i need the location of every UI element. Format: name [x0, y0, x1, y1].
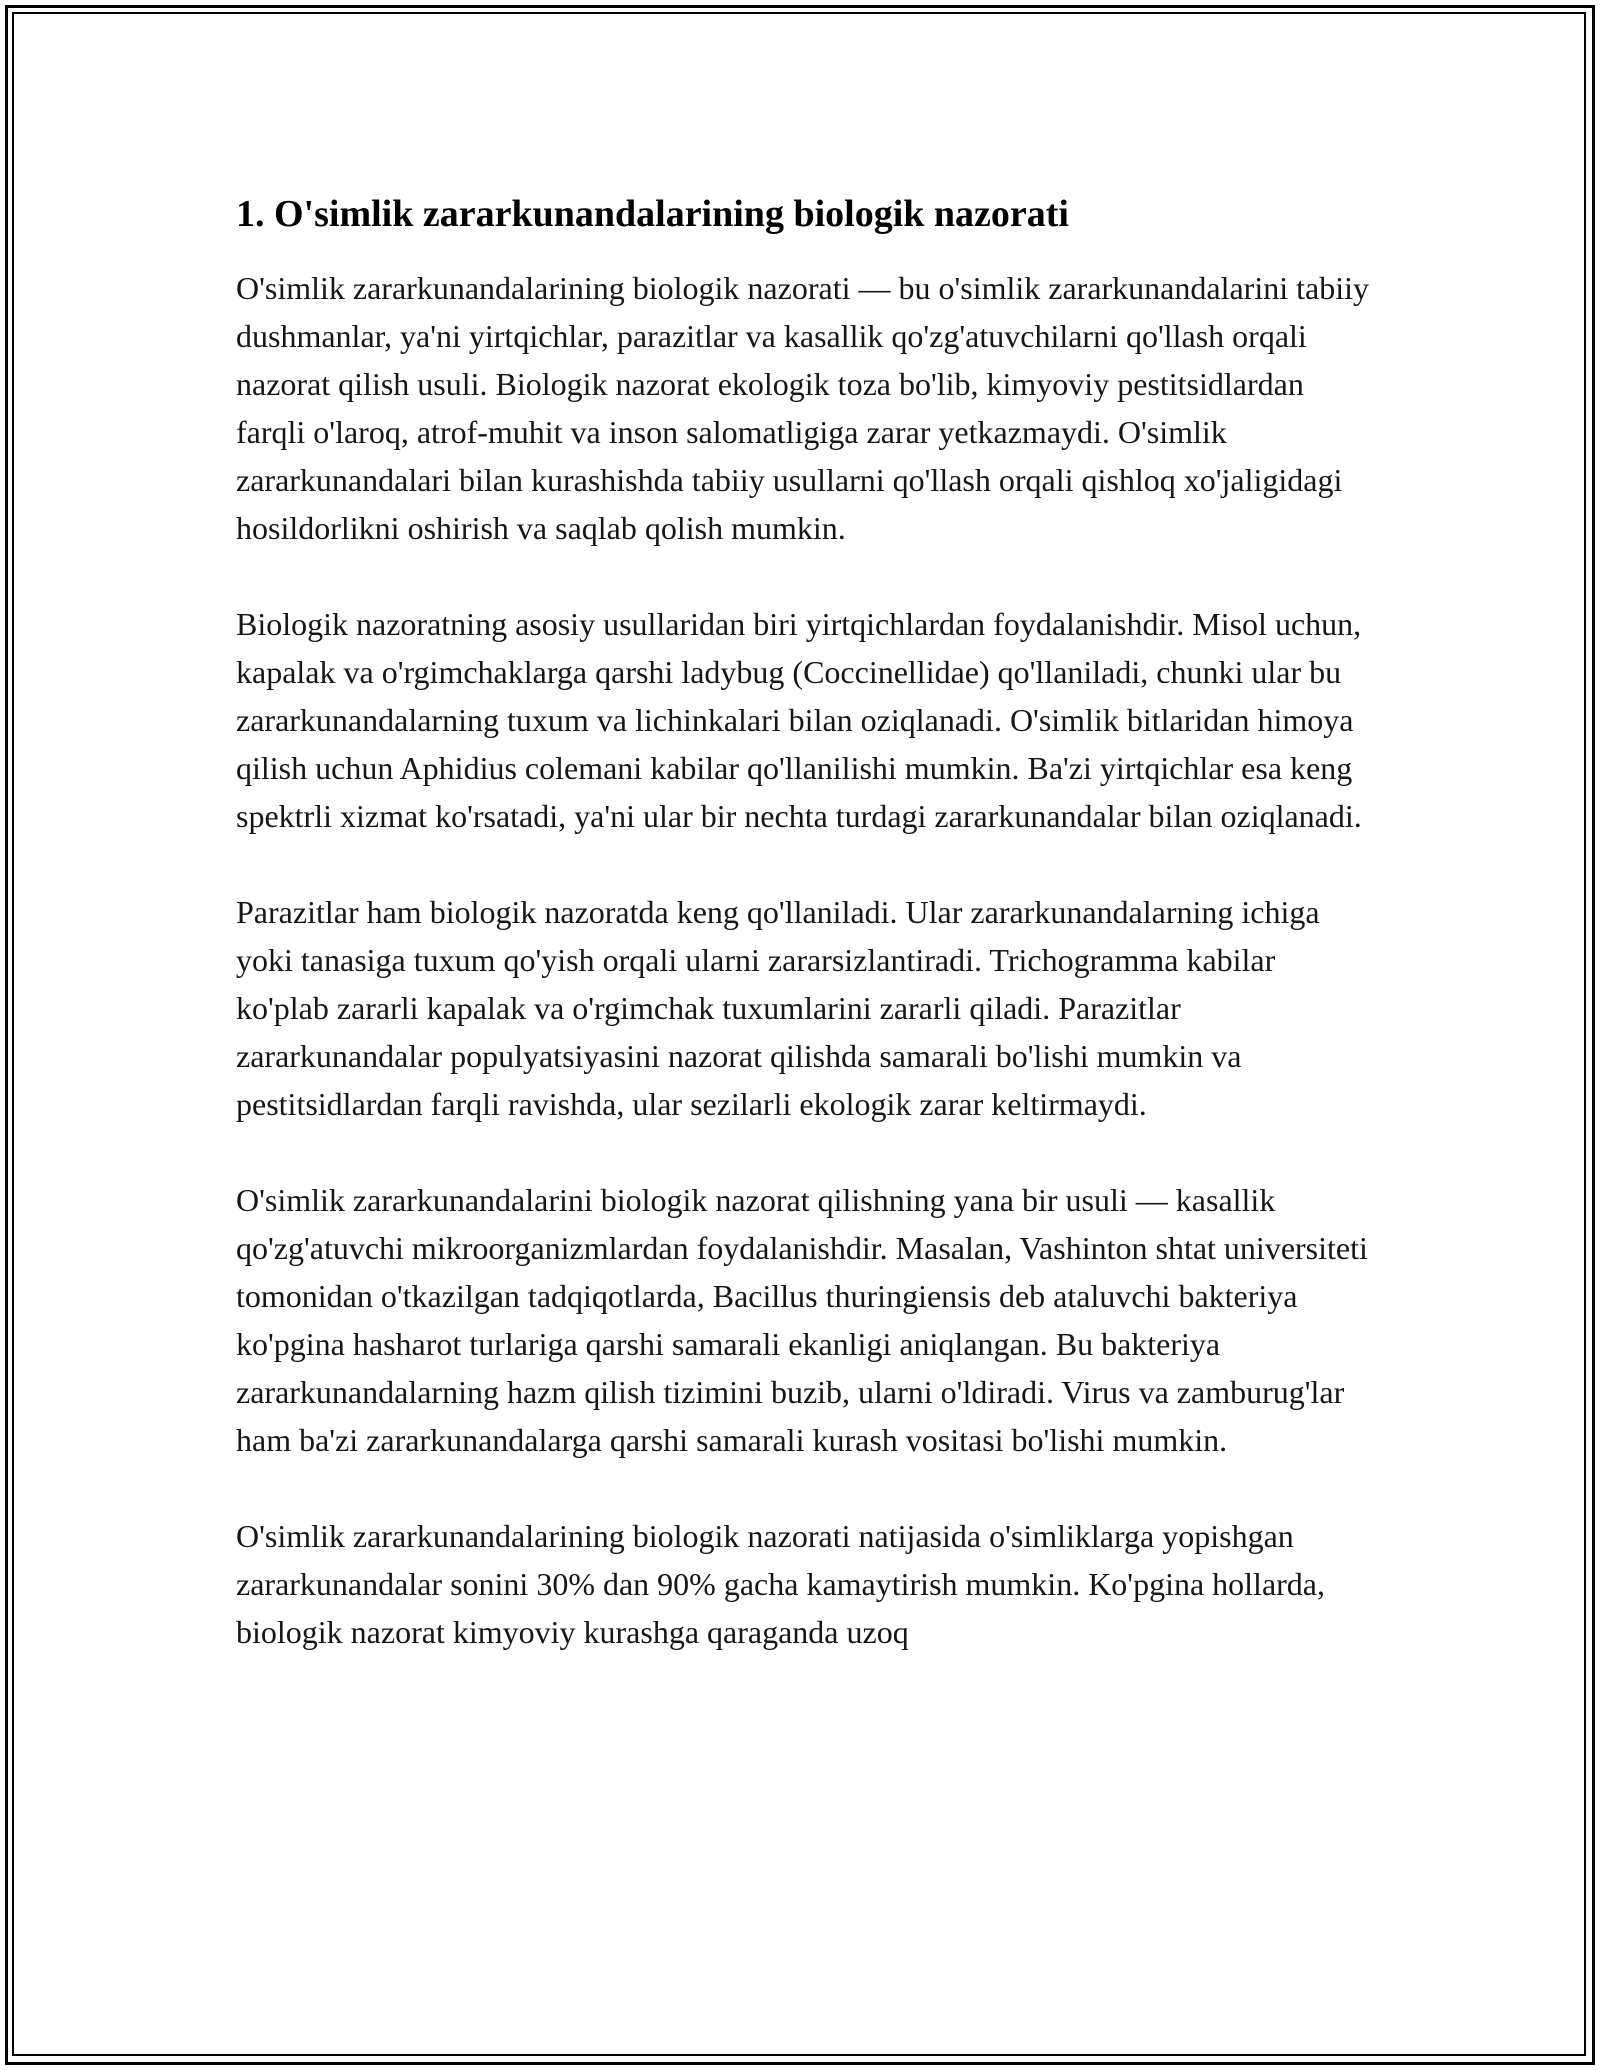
paragraph-predators: Biologik nazoratning asosiy usullaridan biri yirtqichlardan foydalanishdir. Misol uchun, kapalak va o'rgimchaklarga qarshi ladybug (Coccinellidae) qo'llaniladi, chunki ular bu zararkunandalarning tuxum va lichinkalari bilan oziqlanadi. O'simlik bitlaridan himoya qilish uchun Aphidius colemani kabilar qo'llanilishi mumkin. Ba'zi yirtqichlar esa keng spektrli xizmat ko'rsatadi, ya'ni ular bir nechta turdagi zararkunandalar bilan oziqlanadi.: [236, 606, 1362, 834]
paragraph-microorganisms: O'simlik zararkunandalarini biologik nazorat qilishning yana bir usuli — kasallik qo'zg'atuvchi mikroorganizmlardan foydalanishdir. Masalan, Vashinton shtat universiteti tomonidan o'tkazilgan tadqiqotlarda, Bacillus thuringiensis deb ataluvchi bakteriya ko'pgina hasharot turlariga qarshi samarali ekanligi aniqlangan. Bu bakteriya zararkunandalarning hazm qilish tizimini buzib, ularni o'ldiradi. Virus va zamburug'lar ham ba'zi zararkunandalarga qarshi samarali kurash vositasi bo'lishi mumkin.: [236, 1182, 1368, 1458]
paragraph-results: O'simlik zararkunandalarining biologik nazorati natijasida o'simliklarga yopishgan zararkunandalar sonini 30% dan 90% gacha kamaytirish mumkin. Ko'pgina hollarda, biologik nazorat kimyoviy kurashga qaraganda uzoq: [236, 1518, 1325, 1650]
section-heading: 1. O'simlik zararkunandalarining biologik nazorati: [236, 193, 1069, 235]
paragraph-intro: O'simlik zararkunandalarining biologik nazorati — bu o'simlik zararkunandalarini tabiiy dushmanlar, ya'ni yirtqichlar, parazitlar va kasallik qo'zg'atuvchilarni qo'llash orqali nazorat qilish usuli. Biologik nazorat ekologik toza bo'lib, kimyoviy pestitsidlardan farqli o'laroq, atrof-muhit va inson salomatligiga zarar yetkazmaydi. O'simlik zararkunandalari bilan kurashishda tabiiy usullarni qo'llash orqali qishloq xo'jaligidagi hosildorlikni oshirish va saqlab qolish mumkin.: [236, 270, 1369, 546]
paragraph-parasites: Parazitlar ham biologik nazoratda keng qo'llaniladi. Ular zararkunandalarning ichiga yoki tanasiga tuxum qo'yish orqali ularni zararsizlantiradi. Trichogramma kabilar ko'plab zararli kapalak va o'rgimchak tuxumlarini zararli qiladi. Parazitlar zararkunandalar populyatsiyasini nazorat qilishda samarali bo'lishi mumkin va pestitsidlardan farqli ravishda, ular sezilarli ekologik zarar keltirmaydi.: [236, 894, 1320, 1122]
document-body: [236, 184, 1376, 1656]
